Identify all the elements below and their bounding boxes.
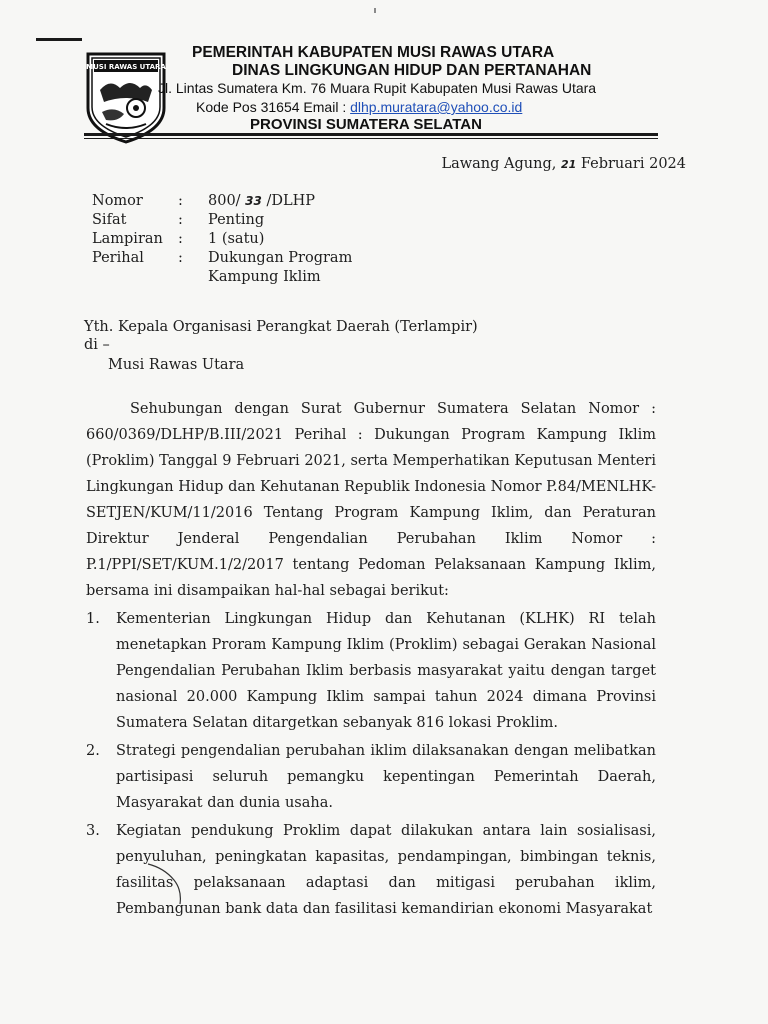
list-number: 2. bbox=[86, 743, 100, 759]
list-number: 1. bbox=[86, 611, 100, 627]
addressee-place: Musi Rawas Utara bbox=[108, 357, 245, 373]
letter-body bbox=[86, 396, 656, 922]
body-intro-paragraph: Sehubungan dengan Surat Gubernur Sumatera Selatan Nomor : 660/0369/DLHP/B.III/2021 Perihal : Dukungan Program Kampung Iklim (Proklim) Tanggal 9 Februari 2021, serta Memperhatikan Keputusan Menteri Lingkungan Hidup dan Kehutanan Republik Indonesia Nomor P.84/MENLHK-SETJEN/KUM/11/2016 Tentang Program Kampung Iklim, dan Peraturan Direktur Jenderal Pengendalian Perubahan Iklim Nomor : P.1/PPI/SET/KUM.1/2/2017 tentang Pedoman Pelaksanaan Kampung Iklim, bersama ini disampaikan hal-hal sebagai berikut: bbox=[86, 401, 656, 599]
meta-label: Perihal bbox=[92, 250, 144, 266]
letterhead-email-link[interactable]: dlhp.muratara@yahoo.co.id bbox=[350, 99, 523, 115]
list-item bbox=[86, 606, 656, 736]
nomor-suffix: /DLHP bbox=[266, 193, 316, 209]
letter-meta bbox=[92, 192, 448, 287]
meta-row-nomor bbox=[92, 192, 448, 211]
regency-emblem-icon bbox=[84, 50, 168, 146]
nomor-handwritten: 33 bbox=[245, 194, 262, 208]
letterhead-address: Jl. Lintas Sumatera Km. 76 Muara Rupit Kabupaten Musi Rawas Utara bbox=[158, 80, 597, 96]
meta-colon: : bbox=[178, 231, 183, 247]
letterhead-postcode: Kode Pos 31654 Email : bbox=[196, 99, 351, 115]
list-number: 3. bbox=[86, 823, 100, 839]
date-place: Lawang Agung, bbox=[441, 156, 557, 172]
letterhead-rule-thick bbox=[84, 133, 658, 136]
meta-value-lampiran: 1 (satu) bbox=[208, 231, 265, 247]
meta-colon: : bbox=[178, 193, 183, 209]
corner-mark bbox=[36, 38, 82, 41]
paper-speck bbox=[374, 8, 376, 13]
list-text: Kementerian Lingkungan Hidup dan Kehutanan (KLHK) RI telah menetapkan Proram Kampung Iklim (Proklim) sebagai Gerakan Nasional Pengendalian Perubahan Iklim berbasis masyarakat yaitu dengan target nasional 20.000 Kampung Iklim sampai tahun 2024 dimana Provinsi Sumatera Selatan ditargetkan sebanyak 816 lokasi Proklim. bbox=[116, 611, 656, 731]
nomor-prefix: 800/ bbox=[208, 193, 241, 209]
letterhead-government: PEMERINTAH KABUPATEN MUSI RAWAS UTARA bbox=[192, 44, 555, 61]
list-text: Kegiatan pendukung Proklim dapat dilakukan antara lain sosialisasi, penyuluhan, peningkatan kapasitas, pendampingan, bimbingan teknis, fasilitas pelaksanaan adaptasi dan mitigasi perubahan iklim, Pembangunan bank data dan fasilitasi kemandirian ekonomi Masyarakat bbox=[116, 823, 656, 917]
pen-mark-icon bbox=[144, 858, 204, 908]
meta-row-perihal bbox=[92, 249, 448, 287]
meta-row-sifat bbox=[92, 211, 448, 230]
letter-date bbox=[441, 156, 686, 172]
letterhead-contact bbox=[196, 99, 522, 115]
letterhead-rule-thin bbox=[84, 138, 658, 139]
letter-addressee bbox=[84, 318, 478, 374]
meta-colon: : bbox=[178, 212, 183, 228]
letterhead-province: PROVINSI SUMATERA SELATAN bbox=[250, 116, 482, 133]
meta-value-perihal: Dukungan Program Kampung Iklim bbox=[208, 250, 353, 285]
emblem-text: MUSI RAWAS UTARA bbox=[86, 63, 166, 71]
date-month-year: Februari 2024 bbox=[580, 156, 686, 172]
meta-label: Nomor bbox=[92, 193, 143, 209]
list-item bbox=[86, 738, 656, 816]
addressee-recipient: Yth. Kepala Organisasi Perangkat Daerah (Terlampir) bbox=[84, 319, 478, 335]
letterhead-agency: DINAS LINGKUNGAN HIDUP DAN PERTANAHAN bbox=[232, 62, 592, 79]
meta-value-sifat: Penting bbox=[208, 212, 265, 228]
addressee-di: di – bbox=[84, 337, 110, 353]
date-day-handwritten: 21 bbox=[560, 158, 577, 171]
meta-label: Lampiran bbox=[92, 231, 163, 247]
meta-value-nomor bbox=[208, 192, 448, 211]
meta-row-lampiran bbox=[92, 230, 448, 249]
meta-colon: : bbox=[178, 250, 183, 266]
list-text: Strategi pengendalian perubahan iklim dilaksanakan dengan melibatkan partisipasi seluruh pemangku kepentingan Pemerintah Daerah, Masyarakat dan dunia usaha. bbox=[116, 743, 656, 811]
meta-label: Sifat bbox=[92, 212, 127, 228]
